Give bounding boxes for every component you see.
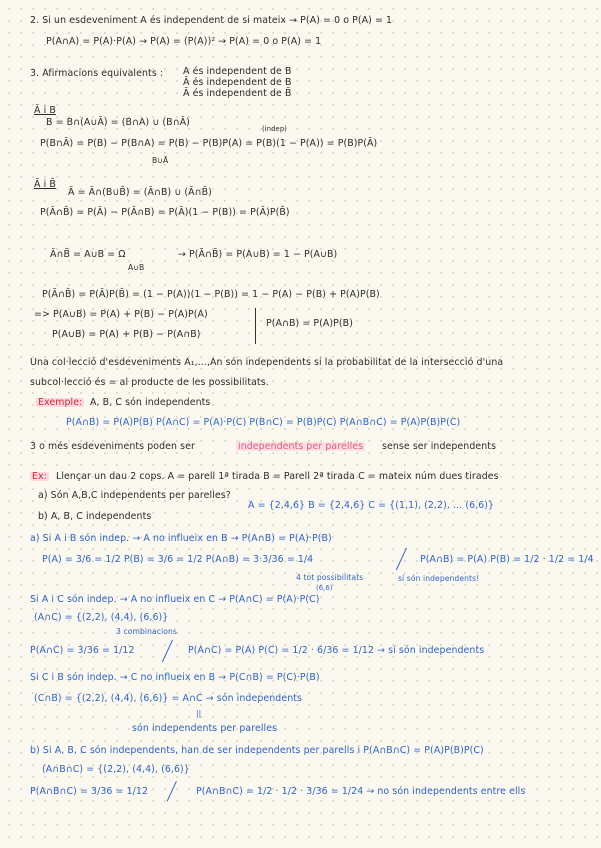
exercise-statement: Llençar un dau 2 cops. A = parell 1ª tirada B = Parell 2ª tirada C = mateix núm dues tirades [56, 471, 499, 482]
line-6: B∪Ā [152, 156, 169, 165]
example-formulas: P(A∩B) = P(A)P(B) P(A∩C) = P(A)·P(C) P(B∩C) = P(B)P(C) P(A∩B∩C) = P(A)P(B)P(C) [66, 417, 461, 428]
line-9: Ā∩B̄ = A∪B = Ω [50, 249, 126, 260]
line-8: P(Ā∩B̄) = P(Ā) − P(Ā∩B) = P(Ā)(1 − P(B)) = P(Ā)P(B̄) [40, 207, 290, 218]
separator-slash-3 [167, 781, 177, 801]
line-12-result: P(A∩B) = P(A)P(B) [266, 318, 353, 329]
line-7: Ā = Ā∩(B∪B̄) = (Ā∩B) ∪ (Ā∩B̄) [68, 187, 212, 198]
solution-cb-3: són independents per parelles [132, 723, 278, 734]
line-4: B = B∩(A∪Ā) = (B∩A) ∪ (B∩Ā) [46, 117, 190, 128]
indep-note: (indep) [262, 125, 288, 133]
line-2: P(A∩A) = P(A)·P(A) → P(A) = (P(A))² → P(A) = 0 o P(A) = 1 [46, 36, 322, 47]
solution-ac-4: P(A∩C) = P(A) P(C) = 1/2 · 6/36 = 1/12 → sí són independents [188, 645, 485, 656]
line-3-item-2: Ā és independent de B [183, 77, 292, 88]
equality-mark: || [196, 709, 202, 718]
solution-b-1: b) Si A, B, C són independents, han de ser independents per parells i P(A∩B∩C) = P(A)P(B)P(C) [30, 745, 484, 756]
exercise-sets: A = {2,4,6} B = {2,4,6} C = {(1,1), (2,2), ... (6,6)} [248, 500, 495, 511]
example-text: A, B, C són independents [90, 397, 211, 408]
pair-note: (6,6) [316, 584, 333, 592]
separator-slash-2 [162, 640, 173, 662]
solution-a-note: 4 tot possibilitats [296, 573, 364, 582]
solution-b-4: P(A∩B∩C) = 1/2 · 1/2 · 3/36 = 1/24 → no són independents entre ells [196, 786, 526, 797]
case-heading-2: Ā i B̄ [34, 179, 56, 190]
example-label: Exemple: [38, 397, 83, 408]
solution-a-conclusion: sí són independents! [398, 574, 480, 583]
separator-slash-1 [396, 548, 407, 570]
solution-b-2: (A∩B∩C) = {(2,2), (4,4), (6,6)} [42, 764, 190, 775]
solution-b-3: P(A∩B∩C) = 3/36 = 1/12 [30, 786, 149, 797]
solution-cb-2: (C∩B) = {(2,2), (4,4), (6,6)} = A∩C → són independents [34, 693, 303, 704]
line-9-result: → P(Ā∩B̄) = P(A∪B) = 1 − P(A∪B) [178, 249, 338, 260]
solution-ac-3: P(A∩C) = 3/36 = 1/12 [30, 645, 135, 656]
line-3-item-1: A és independent de B [183, 66, 292, 77]
solution-ac-1: Si A i C són indep. → A no influeix en C → P(A∩C) = P(A)·P(C) [30, 594, 320, 605]
solution-a-3: P(A∩B) = P(A) P(B) = 1/2 · 1/2 = 1/4 [420, 554, 594, 565]
solution-ac-2: (A∩C) = {(2,2), (4,4), (6,6)} [34, 612, 169, 623]
line-9-denominator: A∪B [128, 263, 145, 272]
line-12: P(A∪B) = P(A) + P(B) − P(A∩B) [52, 329, 201, 340]
line-3-item-3: Ā és independent de B̄ [183, 88, 292, 99]
combinations-note: 3 combinacions [116, 627, 177, 636]
pairwise-line-c: sense ser independents [382, 441, 497, 452]
line-5: P(B∩Ā) = P(B) − P(B∩A) = P(B) − P(B)P(A) = P(B)(1 − P(A)) = P(B)P(Ā) [40, 138, 378, 149]
exercise-label: Ex: [32, 471, 47, 482]
pairwise-highlight: independents per parelles [238, 441, 364, 452]
definition-line-2: subcol·lecció és = al producte de les possibilitats. [30, 377, 269, 388]
line-3-title: 3. Afirmacions equivalents : [30, 68, 164, 79]
line-1: 2. Si un esdeveniment A és independent de si mateix → P(A) = 0 o P(A) = 1 [30, 15, 393, 26]
solution-a-1: a) Si A i B són indep. → A no influeix en B → P(A∩B) = P(A)·P(B) [30, 533, 332, 544]
brace-divider [255, 308, 256, 344]
case-heading-1: Ā i B [34, 105, 56, 116]
line-10: P(Ā∩B̄) = P(Ā)P(B̄) = (1 − P(A))(1 − P(B)) = 1 − P(A) − P(B) + P(A)P(B) [42, 289, 380, 300]
solution-a-2: P(A) = 3/6 = 1/2 P(B) = 3/6 = 1/2 P(A∩B) = 3·3/36 = 1/4 [42, 554, 314, 565]
line-11: => P(A∪B) = P(A) + P(B) − P(A)P(A) [34, 309, 208, 320]
solution-cb-1: Si C i B són indep. → C no influeix en B → P(C∩B) = P(C)·P(B) [30, 672, 320, 683]
exercise-question-b: b) A, B, C independents [38, 511, 152, 522]
exercise-question-a: a) Són A,B,C independents per parelles? [38, 490, 231, 501]
pairwise-line-a: 3 o més esdeveniments poden ser [30, 441, 195, 452]
definition-line-1: Una col·lecció d'esdeveniments A₁,...,An són independents si la probabilitat de la intersecció d'una [30, 357, 504, 368]
